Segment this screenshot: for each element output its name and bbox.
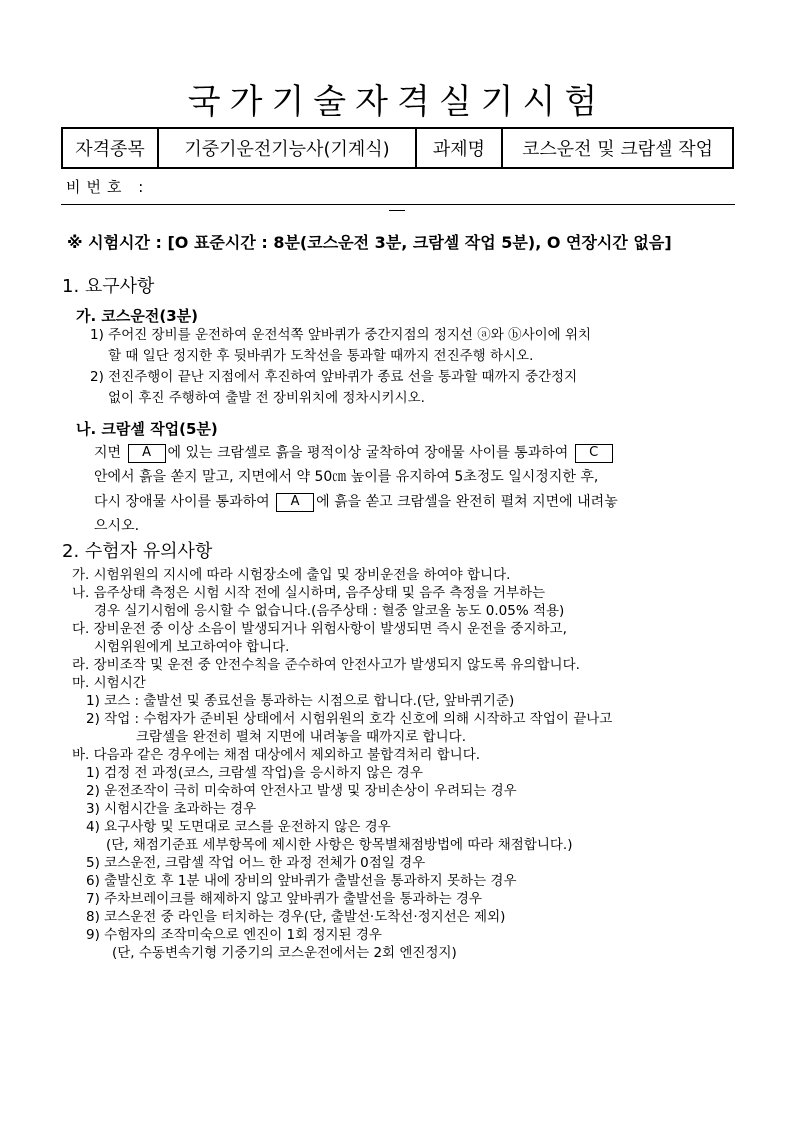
section2-line: 나. 음주상태 측정은 시험 시작 전에 실시하며, 음주상태 및 음주 측정을 거부하는 <box>72 585 546 601</box>
section1b-line: 안에서 흙을 쏟지 말고, 지면에서 약 50㎝ 높이를 유지하여 5초정도 일시정지한 후, <box>94 469 599 485</box>
section2-line: 경우 실기시험에 응시할 수 없습니다.(음주상태 : 혈중 알코올 농도 0.05% 적용) <box>94 603 565 619</box>
section2-line: 마. 시험시간 <box>72 675 146 691</box>
section2-line: 가. 시험위원의 지시에 따라 시험장소에 출입 및 장비운전을 하여야 합니다. <box>72 567 511 583</box>
section1-heading: 1. 요구사항 <box>62 276 155 297</box>
section2-line: 라. 장비조작 및 운전 중 안전수칙을 준수하여 안전사고가 발생되지 않도록 유의합니다. <box>72 657 580 673</box>
section2-line: 크람셀을 완전히 펼쳐 지면에 내려놓을 때까지로 합니다. <box>136 729 466 745</box>
section1a-heading: 가. 코스운전(3분) <box>76 307 199 325</box>
section2-line: 1) 코스 : 출발선 및 종료선을 통과하는 시점으로 합니다.(단, 앞바퀴기준) <box>86 693 515 709</box>
section2-line: 2) 운전조작이 극히 미숙하여 안전사고 발생 및 장비손상이 우려되는 경우 <box>86 783 517 799</box>
section1a-line: 할 때 일단 정지한 후 뒷바퀴가 도착선을 통과할 때까지 전진주행 하시오. <box>108 348 534 364</box>
section2-line: 1) 검정 전 과정(코스, 크람셀 작업)을 응시하지 않은 경우 <box>86 765 423 781</box>
text: 다시 장애물 사이를 통과하여 <box>94 494 270 510</box>
section1b-line: 으시오. <box>94 518 140 534</box>
area-a-box: A <box>128 444 166 463</box>
page-title: 국가기술자격실기시험 <box>187 82 607 122</box>
section2-line: 다. 장비운전 중 이상 소음이 발생되거나 위험사항이 발생되면 즉시 운전을 중지하고, <box>72 621 567 637</box>
task-value: 코스운전 및 크람셀 작업 <box>502 128 733 168</box>
section2-line: 9) 수험자의 조작미숙으로 엔진이 1회 정지된 경우 <box>86 927 382 943</box>
section2-line: 2) 작업 : 수험자가 준비된 상태에서 시험위원의 호각 신호에 의해 시작하고 작업이 끝나고 <box>86 711 613 727</box>
section2-line: 5) 코스운전, 크람셀 작업 어느 한 과정 전체가 0점일 경우 <box>86 855 426 871</box>
section1a-line: 2) 전진주행이 끝난 지점에서 후진하여 앞바퀴가 종료 선을 통과할 때까지 중간정지 <box>90 369 578 385</box>
section1a-line: 없이 후진 주행하여 출발 전 장비위치에 정차시키시오. <box>108 390 425 406</box>
section2-line: 시험위원에게 보고하여야 합니다. <box>94 639 290 655</box>
exam-number-label: 비번호 : <box>66 178 150 196</box>
task-label: 과제명 <box>416 128 502 168</box>
exam-time-note: ※ 시험시간 : [O 표준시간 : 8분(코스운전 3분, 크람셀 작업 5분), O 연장시간 없음] <box>67 233 672 252</box>
section2-line: 4) 요구사항 및 도면대로 코스를 운전하지 않은 경우 <box>86 819 391 835</box>
area-c-box: C <box>575 444 613 463</box>
section2-line: 6) 출발신호 후 1분 내에 장비의 앞바퀴가 출발선을 통과하지 못하는 경우 <box>86 873 517 889</box>
section2-line: 바. 다음과 같은 경우에는 채점 대상에서 제외하고 불합격처리 합니다. <box>72 747 481 763</box>
section1b-line <box>94 441 615 465</box>
section1b-heading: 나. 크람셀 작업(5분) <box>76 420 218 438</box>
section2-line: 8) 코스운전 중 라인을 터치하는 경우(단, 출발선·도착선·정지선은 제외) <box>86 909 506 925</box>
exam-header-table <box>61 127 734 169</box>
section2-heading: 2. 수험자 유의사항 <box>62 541 213 562</box>
field-label: 자격종목 <box>62 128 158 168</box>
section2-line: (단, 채점기준표 세부항목에 제시한 사항은 항목별채점방법에 따라 채점합니다.) <box>106 837 573 853</box>
area-a-box: A <box>276 493 314 512</box>
section2-line: (단, 수동변속기형 기중기의 코스운전에서는 2회 엔진정지) <box>112 945 457 961</box>
text: 지면 <box>94 445 122 461</box>
dash-mark <box>389 210 405 211</box>
field-value: 기중기운전기능사(기계식) <box>158 128 416 168</box>
section1b-line <box>94 490 618 514</box>
text: 에 흙을 쏟고 크람셀을 완전히 펼쳐 지면에 내려놓 <box>316 494 618 510</box>
text: 에 있는 크람셀로 흙을 평적이상 굴착하여 장애물 사이를 통과하여 <box>167 445 569 461</box>
section2-line: 3) 시험시간을 초과하는 경우 <box>86 801 257 817</box>
divider <box>61 204 735 205</box>
section1a-line: 1) 주어진 장비를 운전하여 운전석쪽 앞바퀴가 중간지점의 정지선 ⓐ와 ⓑ사이에 위치 <box>90 327 592 343</box>
section2-line: 7) 주차브레이크를 해제하지 않고 앞바퀴가 출발선을 통과하는 경우 <box>86 891 483 907</box>
